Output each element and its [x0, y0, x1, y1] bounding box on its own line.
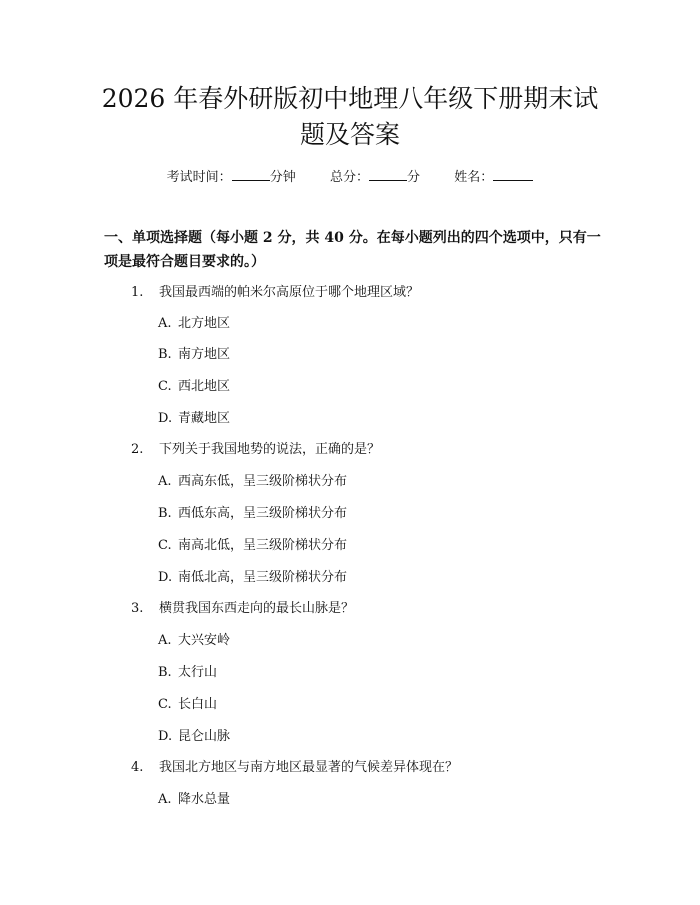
option-1b [158, 346, 230, 364]
question-number: 4. [131, 760, 144, 775]
option-text: 南低北高，呈三级阶梯状分布 [178, 570, 348, 585]
time-unit: 分钟 [269, 170, 296, 185]
option-text: 青藏地区 [178, 411, 231, 426]
option-letter: B. [158, 347, 172, 362]
score-blank [369, 168, 407, 181]
section-heading: 一、单项选择题（每小题 2 分，共 40 分。在每小题列出的四个选项中，只有一项是最符合题目要求的。） [104, 230, 601, 270]
question-4 [131, 759, 458, 777]
question-1 [131, 284, 419, 302]
option-text: 长白山 [178, 697, 218, 712]
exam-title-line-1: 2026 年春外研版初中地理八年级下册期末试 [101, 84, 599, 113]
option-letter: C. [158, 379, 172, 394]
option-text: 西北地区 [178, 379, 231, 394]
option-letter: C. [158, 538, 172, 553]
name-blank [493, 168, 533, 181]
option-1c [158, 378, 230, 396]
time-label: 考试时间： [166, 170, 232, 185]
option-text: 西高东低，呈三级阶梯状分布 [178, 474, 348, 489]
name-label: 姓名： [454, 170, 494, 185]
option-letter: B. [158, 665, 172, 680]
option-text: 大兴安岭 [178, 633, 231, 648]
option-2c [158, 537, 347, 555]
question-number: 3. [131, 601, 144, 616]
option-1a [158, 315, 230, 333]
option-text: 西低东高，呈三级阶梯状分布 [178, 506, 348, 521]
question-number: 2. [131, 442, 144, 457]
option-3b [158, 664, 217, 682]
question-2 [131, 441, 380, 459]
option-text: 太行山 [178, 665, 218, 680]
option-4a [158, 791, 230, 809]
option-letter: D. [158, 411, 173, 426]
question-text: 横贯我国东西走向的最长山脉是？ [159, 601, 355, 616]
option-2d [158, 569, 347, 587]
question-number: 1. [131, 285, 144, 300]
option-letter: A. [158, 792, 172, 807]
question-text: 我国北方地区与南方地区最显著的气候差异体现在？ [159, 760, 459, 775]
option-3a [158, 632, 230, 650]
option-3d [158, 728, 230, 746]
option-text: 北方地区 [178, 316, 231, 331]
option-text: 降水总量 [178, 792, 231, 807]
option-3c [158, 696, 217, 714]
option-letter: A. [158, 474, 172, 489]
option-letter: D. [158, 729, 173, 744]
option-letter: C. [158, 697, 172, 712]
option-letter: D. [158, 570, 173, 585]
option-2b [158, 505, 347, 523]
option-text: 昆仑山脉 [178, 729, 231, 744]
option-text: 南方地区 [178, 347, 231, 362]
question-text: 下列关于我国地势的说法，正确的是？ [159, 442, 381, 457]
score-label: 总分： [329, 170, 369, 185]
exam-info-row [0, 168, 700, 187]
option-text: 南高北低，呈三级阶梯状分布 [178, 538, 348, 553]
question-text: 我国最西端的帕米尔高原位于哪个地理区域？ [159, 285, 420, 300]
question-3 [131, 600, 354, 618]
option-1d [158, 410, 230, 428]
option-letter: B. [158, 506, 172, 521]
score-unit: 分 [407, 170, 421, 185]
time-blank [232, 168, 270, 181]
exam-title-line-2: 题及答案 [299, 120, 400, 149]
option-letter: A. [158, 316, 172, 331]
option-letter: A. [158, 633, 172, 648]
option-2a [158, 473, 347, 491]
